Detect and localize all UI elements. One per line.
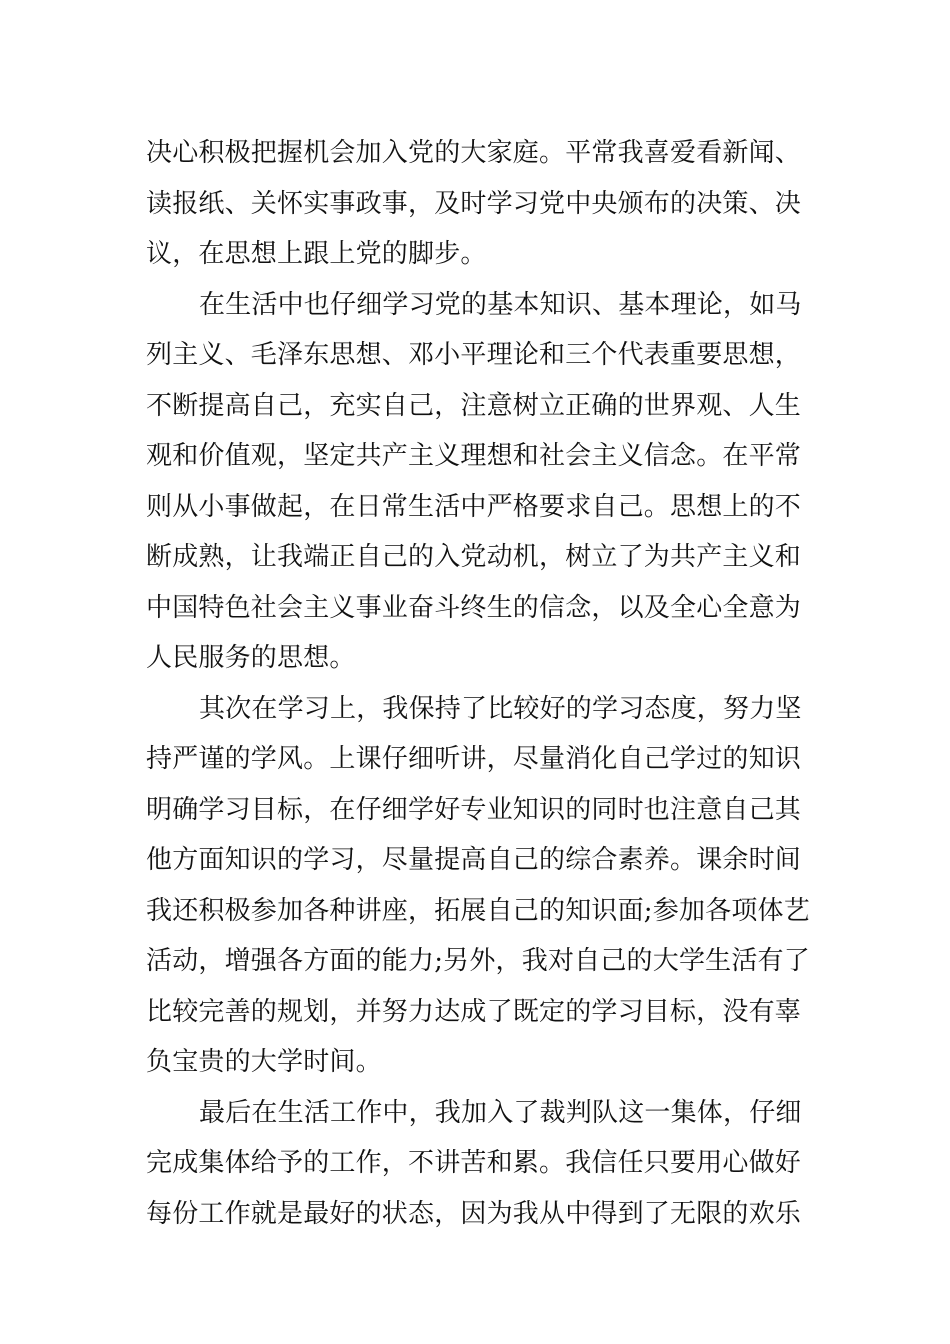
text-line: 人民服务的思想。 xyxy=(146,643,356,673)
text-line: 列主义、毛泽东思想、邓小平理论和三个代表重要思想， xyxy=(146,340,802,370)
text-line: 断成熟，让我端正自己的入党动机，树立了为共产主义和 xyxy=(146,542,802,572)
text-line: 活动，增强各方面的能力;另外，我对自己的大学生活有了 xyxy=(146,946,810,976)
body-text xyxy=(146,128,811,1239)
text-line: 负宝贵的大学时间。 xyxy=(146,1047,382,1077)
text-line: 中国特色社会主义事业奋斗终生的信念，以及全心全意为 xyxy=(146,592,802,623)
text-line: 我还积极参加各种讲座，拓展自己的知识面;参加各项体艺 xyxy=(146,895,810,926)
text-line: 明确学习目标，在仔细学好专业知识的同时也注意自己其 xyxy=(146,794,802,825)
text-line: 则从小事做起，在日常生活中严格要求自己。思想上的不 xyxy=(146,491,802,522)
text-line: 持严谨的学风。上课仔细听讲，尽量消化自己学过的知识 xyxy=(146,744,802,774)
text-line: 每份工作就是最好的状态，因为我从中得到了无限的欢乐 xyxy=(146,1198,802,1229)
text-line: 完成集体给予的工作，不讲苦和累。我信任只要用心做好 xyxy=(146,1148,802,1178)
text-line: 他方面知识的学习，尽量提高自己的综合素养。课余时间 xyxy=(146,845,802,875)
text-line: 决心积极把握机会加入党的大家庭。平常我喜爱看新闻、 xyxy=(146,138,802,168)
paragraph-start-line: 其次在学习上，我保持了比较好的学习态度，努力坚 xyxy=(199,693,802,724)
text-line: 比较完善的规划，并努力达成了既定的学习目标，没有辜 xyxy=(146,996,802,1027)
text-line: 议，在思想上跟上党的脚步。 xyxy=(146,239,487,269)
text-line: 读报纸、关怀实事政事，及时学习党中央颁布的决策、决 xyxy=(146,188,802,219)
text-line: 观和价值观，坚定共产主义理想和社会主义信念。在平常 xyxy=(146,441,802,471)
text-line: 不断提高自己，充实自己，注意树立正确的世界观、人生 xyxy=(146,390,802,421)
paragraph-start-line: 在生活中也仔细学习党的基本知识、基本理论，如马 xyxy=(199,289,802,320)
paragraph-start-line: 最后在生活工作中，我加入了裁判队这一集体，仔细 xyxy=(199,1097,802,1128)
